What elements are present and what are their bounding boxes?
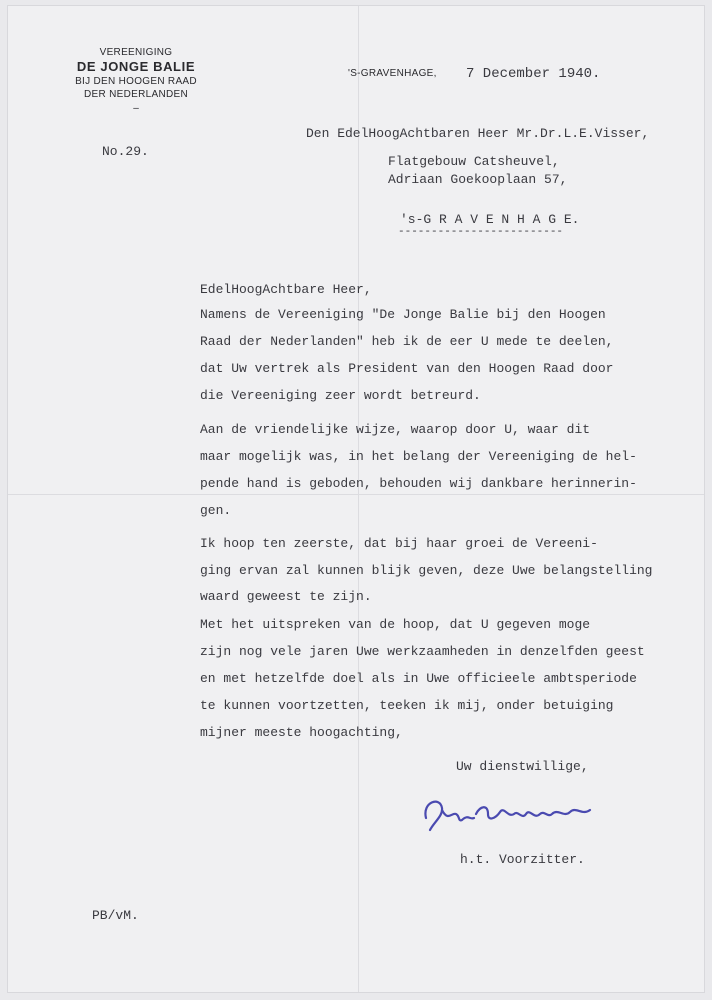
body-line: zijn nog vele jaren Uwe werkzaamheden in denzelfden geest <box>200 644 645 659</box>
signer-title: h.t. Voorzitter. <box>460 852 585 867</box>
letterhead <box>56 46 216 115</box>
recipient-building: Flatgebouw Catsheuvel, <box>388 154 560 169</box>
signature <box>418 792 608 838</box>
letterhead-dash: – <box>133 103 139 114</box>
letter-date: 7 December 1940. <box>466 66 601 82</box>
letter-paper <box>8 6 704 992</box>
body-line: die Vereeniging zeer wordt betreurd. <box>200 388 481 403</box>
recipient-city: 's-G R A V E N H A G E. <box>400 212 580 227</box>
closing: Uw dienstwillige, <box>456 759 589 774</box>
signature-stroke <box>425 802 590 830</box>
body-line: Raad der Nederlanden" heb ik de eer U mede te deelen, <box>200 334 614 349</box>
place-label: 'S-GRAVENHAGE, <box>348 68 437 79</box>
body-line: te kunnen voortzetten, teeken ik mij, onder betuiging <box>200 698 614 713</box>
fold-line-horizontal <box>8 494 704 495</box>
body-line: ging ervan zal kunnen blijk geven, deze Uwe belangstelling <box>200 563 653 578</box>
reference-number: No.29. <box>102 144 149 159</box>
body-line: Ik hoop ten zeerste, dat bij haar groei de Vereeni- <box>200 536 598 551</box>
letterhead-line-1: VEREENIGING <box>99 47 173 58</box>
body-line: mijner meeste hoogachting, <box>200 725 403 740</box>
body-line: en met hetzelfde doel als in Uwe officieele ambtsperiode <box>200 671 637 686</box>
typist-initials: PB/vM. <box>92 908 139 923</box>
body-line: Namens de Vereeniging "De Jonge Balie bij den Hoogen <box>200 307 606 322</box>
recipient-street: Adriaan Goekooplaan 57, <box>388 172 568 187</box>
body-line: gen. <box>200 503 232 518</box>
salutation: EdelHoogAchtbare Heer, <box>200 282 372 297</box>
letterhead-line-3: BIJ DEN HOOGEN RAAD <box>75 76 197 87</box>
body-line: pende hand is geboden, behouden wij dankbare herinnerin- <box>200 476 637 491</box>
body-line: maar mogelijk was, in het belang der Vereeniging de hel- <box>200 449 637 464</box>
recipient-name: Den EdelHoogAchtbaren Heer Mr.Dr.L.E.Visser, <box>306 126 650 141</box>
fold-line-vertical <box>358 6 359 992</box>
body-line: Met het uitspreken van de hoop, dat U gegeven moge <box>200 617 591 632</box>
body-line: Aan de vriendelijke wijze, waarop door U, waar dit <box>200 422 591 437</box>
recipient-city-underline: ------------------------- <box>398 226 564 238</box>
body-line: dat Uw vertrek als President van den Hoogen Raad door <box>200 361 614 376</box>
letterhead-org-name: DE JONGE BALIE <box>76 59 196 74</box>
letterhead-line-4: DER NEDERLANDEN <box>84 89 188 100</box>
body-line: waard geweest te zijn. <box>200 589 372 604</box>
